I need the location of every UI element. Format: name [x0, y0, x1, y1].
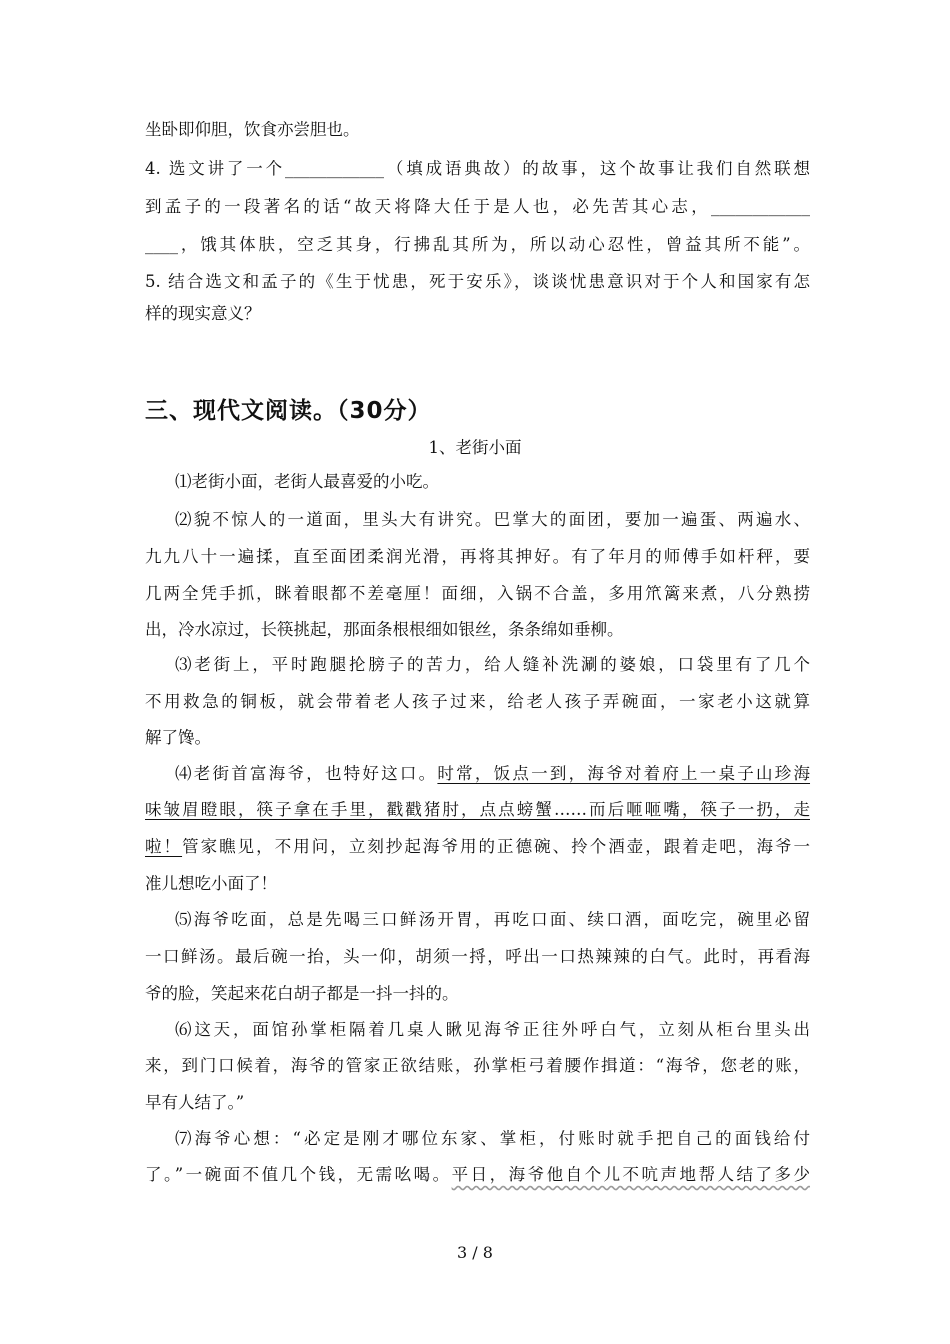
- underlined-text: 啦！: [145, 837, 183, 856]
- page-number: 3 / 8: [457, 1243, 493, 1262]
- question-4-line: 4. 选文讲了一个____________（填成语典故）的故事，这个故事让我们自然联想: [145, 159, 810, 178]
- plain-text: 管家瞧见，不用问，立刻抄起海爷用的正德碗、拎个酒壶，跟着走吧，海爷一: [182, 837, 811, 856]
- paragraph-line: 出，冷水凉过，长筷挑起，那面条根根细如银丝，条条绵如垂柳。: [145, 620, 624, 639]
- paragraph-line: [145, 1163, 810, 1187]
- paragraph-line: ⑺海爷心想：“必定是刚才哪位东家、掌柜，付账时就手把自己的面钱给付: [175, 1129, 810, 1148]
- paragraph-line: ⑹这天，面馆孙掌柜隔着几桌人瞅见海爷正往外呼白气，立刻从柜台里头出: [175, 1020, 810, 1039]
- paragraph-line: 不用救急的铜板，就会带着老人孩子过来，给老人孩子弄碗面，一家老小这就算: [145, 692, 810, 711]
- paragraph-line: 早有人结了。”: [145, 1093, 245, 1112]
- plain-text: 了。”一碗面不值几个钱，无需吆喝。: [145, 1165, 452, 1184]
- paragraph-line: ⑶老街上，平时跑腿抡膀子的苦力，给人缝补洗涮的婆娘，口袋里有了几个: [175, 655, 810, 674]
- text-line: 到孟子的一段著名的话“故天将降大任于是人也，必先苦其心志，____________: [145, 197, 810, 216]
- paragraph-line: 九九八十一遍揉，直至面团柔润光滑，再将其抻好。有了年月的师傅手如杆秤，要: [145, 547, 810, 566]
- paragraph-line: ⑴老街小面，老街人最喜爱的小吃。: [175, 472, 439, 491]
- article-title: 1、老街小面: [428, 438, 522, 457]
- section-heading: 三、现代文阅读。（30分）: [145, 398, 432, 424]
- plain-text: ⑷老街首富海爷，也特好这口。: [175, 764, 438, 783]
- question-5-line: 5. 结合选文和孟子的《生于忧患，死于安乐》，谈谈忧患意识对于个人和国家有怎: [145, 272, 810, 291]
- text-line: ____，饿其体肤，空乏其身，行拂乱其所为，所以动心忍性，曾益其所不能”。: [145, 235, 810, 254]
- paragraph-line: 一口鲜汤。最后碗一抬，头一仰，胡须一捋，呼出一口热辣辣的白气。此时，再看海: [145, 947, 810, 966]
- text-line: 坐卧即仰胆，饮食亦尝胆也。: [145, 120, 360, 139]
- paragraph-line: 几两全凭手抓，眯着眼都不差毫厘！面细，入锅不合盖，多用笊篱来煮，八分熟捞: [145, 584, 810, 603]
- paragraph-line: [145, 798, 810, 822]
- paragraph-line: [175, 762, 810, 786]
- text-line: 样的现实意义？: [145, 304, 261, 323]
- paragraph-line: 来，到门口候着，海爷的管家正欲结账，孙掌柜弓着腰作揖道：“海爷，您老的账，: [145, 1056, 810, 1075]
- paragraph-line: 准儿想吃小面了！: [145, 874, 277, 893]
- paragraph-line: ⑸海爷吃面，总是先喝三口鲜汤开胃，再吃口面、续口酒，面吃完，碗里必留: [175, 910, 810, 929]
- underlined-text: 味皱眉瞪眼，筷子拿在手里，戳戳猪肘，点点螃蟹……而后咂咂嘴，筷子一扔，走: [145, 800, 810, 819]
- wavy-underlined-text: 平日，海爷他自个儿不吭声地帮人结了多少: [451, 1165, 811, 1184]
- underlined-text: 时常，饭点一到，海爷对着府上一桌子山珍海: [437, 764, 811, 783]
- paragraph-line: ⑵貌不惊人的一道面，里头大有讲究。巴掌大的面团，要加一遍蛋、两遍水、: [175, 510, 810, 529]
- paragraph-line: [145, 835, 810, 859]
- paragraph-line: 解了馋。: [145, 728, 211, 747]
- paragraph-line: 爷的脸，笑起来花白胡子都是一抖一抖的。: [145, 984, 459, 1003]
